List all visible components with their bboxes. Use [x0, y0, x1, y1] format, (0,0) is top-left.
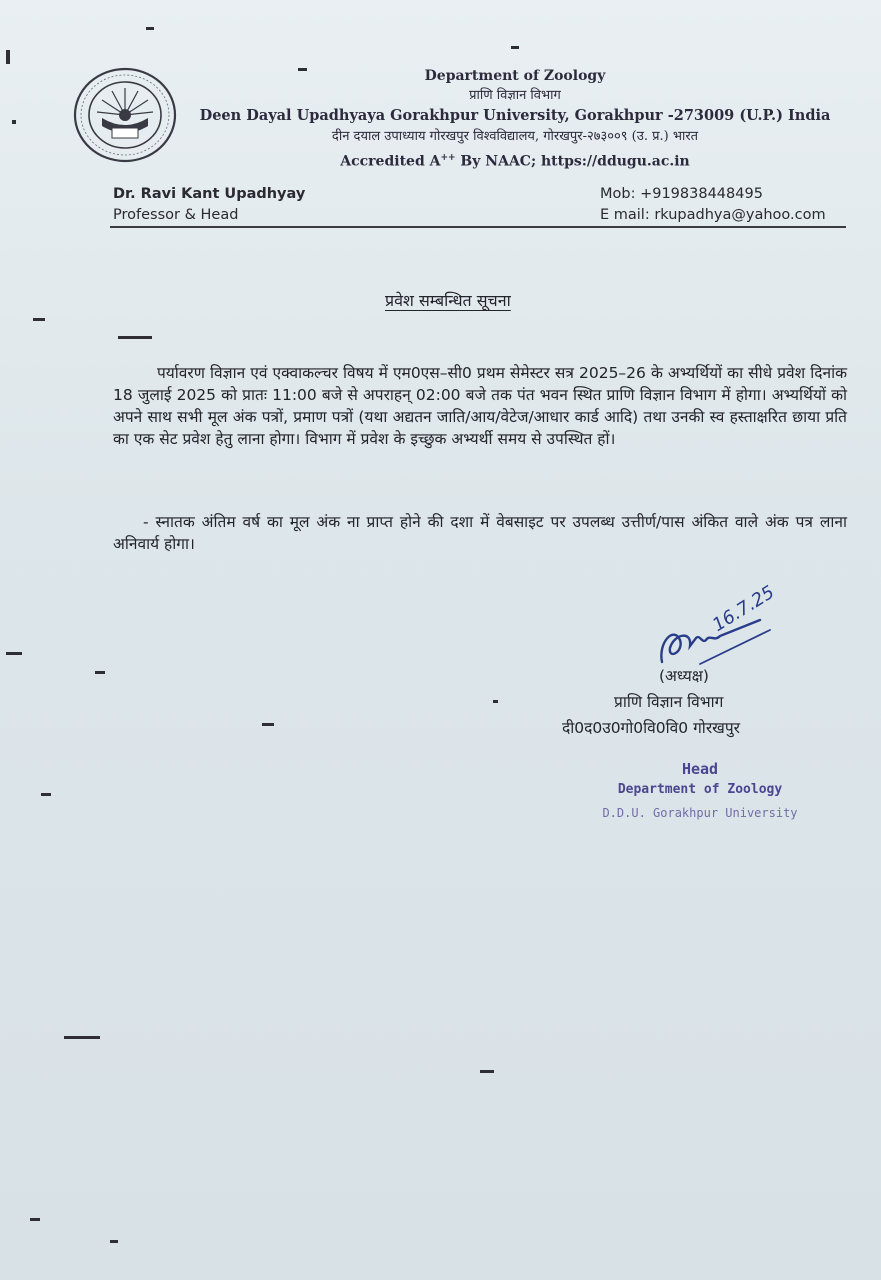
signature-role: (अध्यक्ष): [659, 667, 709, 685]
accreditation-grade: ++: [440, 153, 456, 163]
sender-mobile: Mob: +919838448495: [600, 186, 763, 202]
contact-block: [600, 184, 826, 226]
university-name-hi: दीन दयाल उपाध्याय गोरखपुर विश्वविद्यालय, गोरखपुर-२७३००९ (उ. प्र.) भारत: [331, 129, 699, 144]
notice-paragraph-1: पर्यावरण विज्ञान एवं एक्वाकल्चर विषय में एम0एस–सी0 प्रथम सेमेस्टर सत्र 2025–26 के अभ्यर्थियों का सीधे प्रवेश दिनांक 18 जुलाई 2025 को प्रातः 11:00 बजे से अपराहन् 02:00 बजे तक पंत भवन स्थित प्राणि विज्ञान विभाग में होगा। अभ्यर्थियों को अपने साथ सभी मूल अंक पत्रों, प्रमाण पत्रों (यथा अद्यतन जाति/आय/वेटेज/आधार कार्ड आदि) तथा उनकी स्व हस्ताक्षरित छाया प्रति का एक सेट प्रवेश हेतु लाना होगा। विभाग में प्रवेश के इच्छुक अभ्यर्थी समय से उपस्थित हों।: [113, 364, 847, 448]
signature-date: 16.7.25: [708, 581, 779, 636]
department-name-en: Department of Zoology: [424, 68, 606, 84]
stamp-head: Head: [681, 760, 719, 778]
accreditation-line: Accredited A++ By NAAC; https://ddugu.ac.in: [340, 153, 690, 170]
letterhead: [190, 66, 840, 173]
notice-paragraph-2: - स्नातक अंतिम वर्ष का मूल अंक ना प्राप्त होने की दशा में वेबसाइट पर उपलब्ध उत्तीर्ण/पास अंकित वाले अंक पत्र लाना अनिवार्य होगा।: [113, 513, 847, 553]
notice-subject: प्रवेश सम्बन्धित सूचना: [385, 291, 511, 310]
sender-email: E mail: rkupadhya@yahoo.com: [600, 207, 826, 223]
sender-designation: Professor & Head: [113, 207, 239, 223]
header-divider: [110, 226, 846, 228]
stamp-department: Department of Zoology: [617, 782, 783, 797]
university-name-en: Deen Dayal Upadhyaya Gorakhpur University, Gorakhpur -273009 (U.P.) India: [199, 107, 831, 124]
university-seal-icon: [72, 66, 178, 164]
department-name-hi: प्राणि विज्ञान विभाग: [469, 88, 561, 103]
sender-block: [113, 184, 305, 226]
signature-department: प्राणि विज्ञान विभाग: [614, 693, 724, 711]
signature-university: दी0द0उ0गो0वि0वि0 गोरखपुर: [562, 719, 740, 737]
stamp-university: D.D.U. Gorakhpur University: [602, 806, 798, 820]
sender-name: Dr. Ravi Kant Upadhyay: [113, 186, 306, 202]
